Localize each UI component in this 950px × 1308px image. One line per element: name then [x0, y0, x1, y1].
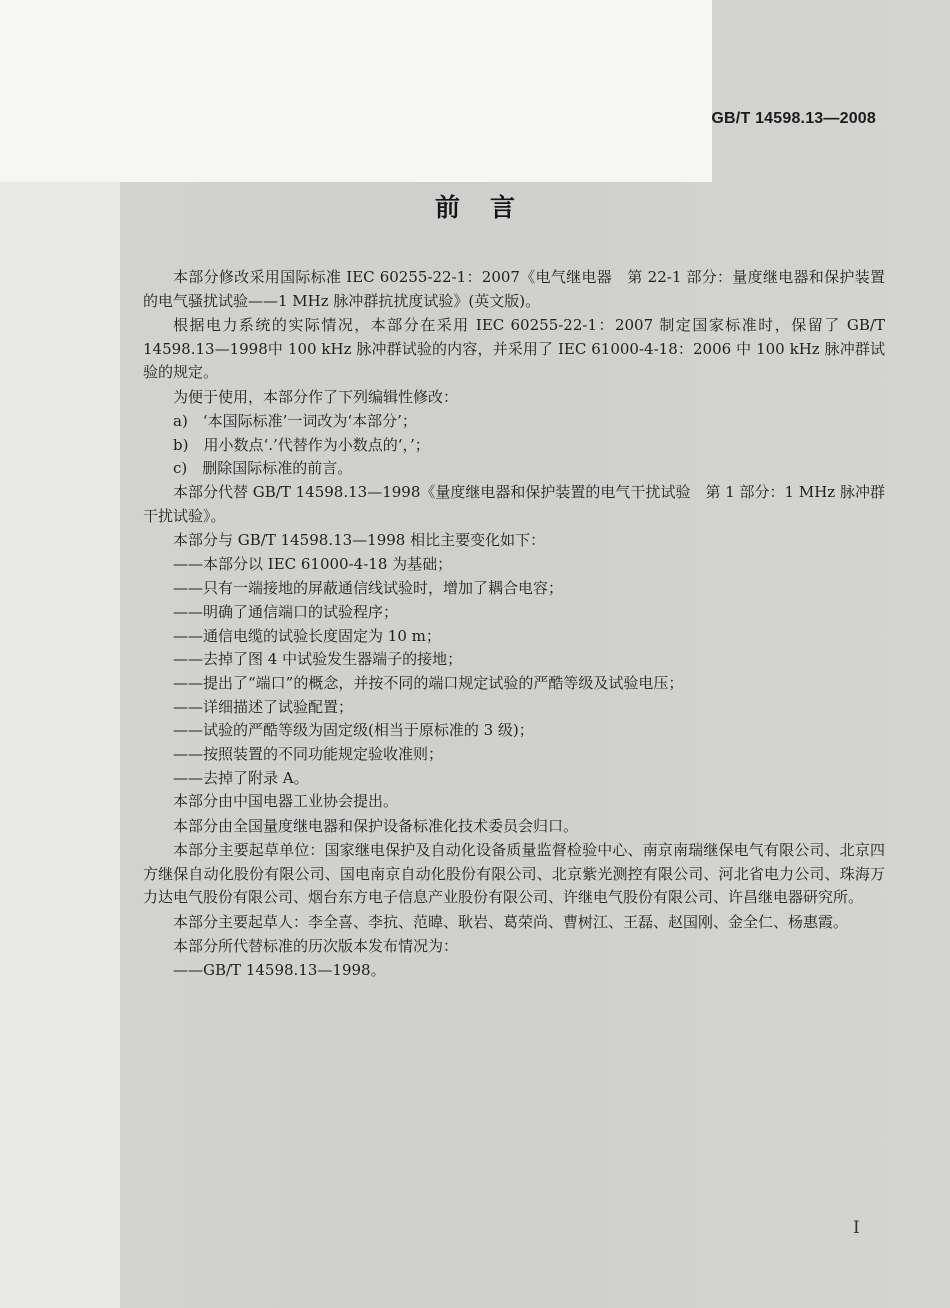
paragraph-adoption: 本部分修改采用国际标准 IEC 60255-22-1：2007《电气继电器 第 22-1 部分：量度继电器和保护装置的电气骚扰试验——1 MHz 脉冲群抗扰度试验》(英文版)。 [143, 268, 885, 310]
page-number: I [853, 1218, 860, 1238]
paragraph-changes-intro: 本部分与 GB/T 14598.13—1998 相比主要变化如下： [173, 531, 546, 550]
list-item: ——明确了通信端口的试验程序； [173, 602, 399, 621]
list-item: ——详细描述了试验配置； [173, 697, 354, 716]
standard-number: GB/T 14598.13—2008 [711, 110, 876, 127]
paragraph-drafters: 本部分主要起草人：李全喜、李抗、范暐、耿岩、葛荣尚、曹树江、王磊、赵国刚、金全仁、杨惠霞。 [173, 912, 849, 931]
page-title: 前言 [434, 193, 545, 222]
paragraph-drafting-units: 本部分主要起草单位：国家继电保护及自动化设备质量监督检验中心、南京南瑞继保电气有限公司、北京四方继保自动化股份有限公司、国电南京自动化股份有限公司、北京紫光测控有限公司、河北省电力公司、珠海万力达电气股份有限公司、烟台东方电子信息产业股份有限公司、许继电气股份有限公司、许昌继电器研究所。 [143, 841, 885, 907]
list-item: a) ‘本国际标准’一词改为‘本部分’； [173, 412, 417, 430]
list-item: ——只有一端接地的屏蔽通信线试验时，增加了耦合电容； [173, 579, 564, 598]
list-item: b) 用小数点‘.’代替作为小数点的‘，’； [173, 435, 430, 454]
list-item: ——通信电缆的试验长度固定为 10 m； [173, 626, 441, 645]
paragraph-history-intro: 本部分所代替标准的历次版本发布情况为： [173, 937, 459, 956]
history-item: ——GB/T 14598.13—1998。 [173, 961, 386, 980]
list-item: ——去掉了图 4 中试验发生器端子的接地； [173, 650, 463, 669]
list-item: c) 删除国际标准的前言。 [173, 459, 353, 478]
paragraph-editorial-intro: 为便于使用，本部分作了下列编辑性修改： [173, 387, 459, 406]
scan-top-strip [0, 0, 712, 182]
list-item: ——按照装置的不同功能规定验收准则； [173, 745, 444, 764]
paragraph-proposer: 本部分由中国电器工业协会提出。 [173, 792, 399, 811]
list-item: ——本部分以 IEC 61000-4-18 为基础； [173, 555, 453, 574]
paragraph-national-basis: 根据电力系统的实际情况，本部分在采用 IEC 60255-22-1：2007 制定国家标准时，保留了 GB/T 14598.13—1998中 100 kHz 脉冲群试验的内容，并采用了 IEC 61000-4-18：2006 中 100 kHz 脉冲群试验的规定。 [143, 316, 885, 382]
list-item: ——试验的严酷等级为固定级(相当于原标准的 3 级)； [173, 721, 534, 740]
foreword-body [143, 266, 885, 983]
paragraph-replaces: 本部分代替 GB/T 14598.13—1998《量度继电器和保护装置的电气干扰试验 第 1 部分：1 MHz 脉冲群干扰试验》。 [143, 483, 885, 525]
list-item: ——去掉了附录 A。 [173, 768, 309, 787]
list-item: ——提出了“端口”的概念，并按不同的端口规定试验的严酷等级及试验电压； [173, 673, 684, 692]
paragraph-committee: 本部分由全国量度继电器和保护设备标准化技术委员会归口。 [173, 816, 579, 835]
